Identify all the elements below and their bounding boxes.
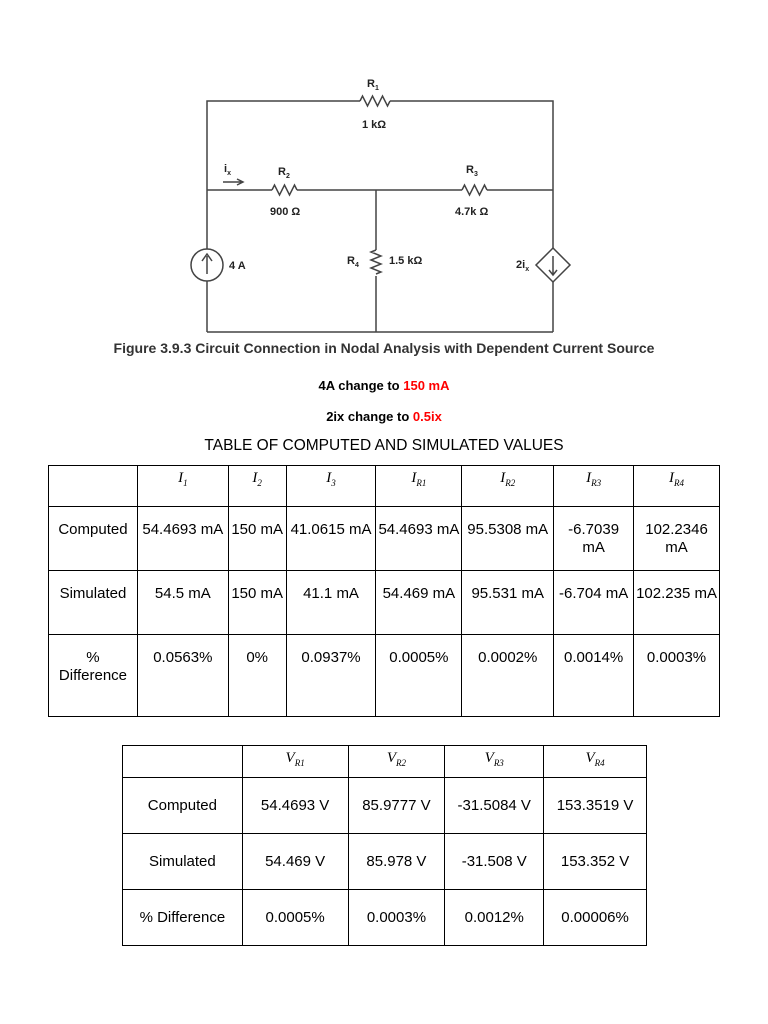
table-header-row <box>123 746 647 778</box>
table-row <box>49 507 720 571</box>
change-value: 0.5ix <box>412 409 442 424</box>
table-cell: 54.5 mA <box>137 571 228 635</box>
table-cell: 0.0014% <box>554 635 634 717</box>
header-symbol: I <box>411 470 417 486</box>
r4-value: 1.5 kΩ <box>389 255 423 267</box>
table-cell: -6.7039 mA <box>554 507 634 571</box>
column-header <box>634 466 720 507</box>
header-subscript: R1 <box>294 758 305 768</box>
ix-label: $i_x$ <box>224 163 231 177</box>
header-symbol: I <box>252 470 258 486</box>
header-symbol: I <box>669 470 675 486</box>
table-cell: 54.4693 V <box>242 778 348 834</box>
table-row <box>123 834 647 890</box>
dep-source-label: $2i_x$ <box>516 259 530 273</box>
table-row <box>49 635 720 717</box>
change-line-dependent <box>0 409 768 424</box>
table-cell: 0.0005% <box>376 635 462 717</box>
voltage-values-table <box>122 745 647 946</box>
header-corner <box>49 466 138 507</box>
table-row <box>123 778 647 834</box>
table-cell: 54.469 mA <box>376 571 462 635</box>
row-label: Simulated <box>49 571 138 635</box>
source-label: 4 A <box>229 260 246 272</box>
change-line-source <box>0 378 768 393</box>
table-cell: 0.00006% <box>544 890 647 946</box>
change-prefix: 4A change to <box>318 378 404 393</box>
table-cell: 95.5308 mA <box>462 507 554 571</box>
r3-value: 4.7k Ω <box>455 206 489 218</box>
header-symbol: V <box>585 750 595 766</box>
row-label: % Difference <box>49 635 138 717</box>
table-cell: 153.3519 V <box>544 778 647 834</box>
header-symbol: I <box>326 470 332 486</box>
r1-label: $R_1$ <box>367 78 379 92</box>
column-header <box>554 466 634 507</box>
r2-label: $R_2$ <box>278 166 290 180</box>
row-label: Computed <box>49 507 138 571</box>
row-label: Computed <box>123 778 243 834</box>
table-cell: 85.978 V <box>348 834 445 890</box>
table-cell: 0.0563% <box>137 635 228 717</box>
current-values-table <box>48 465 720 717</box>
header-subscript: 1 <box>183 478 188 488</box>
ix-arrow-icon <box>223 179 243 185</box>
table-cell: 41.0615 mA <box>286 507 376 571</box>
table-cell: 0.0937% <box>286 635 376 717</box>
header-symbol: I <box>500 470 506 486</box>
column-header <box>544 746 647 778</box>
wire-top-right <box>390 101 553 190</box>
table-cell: 0.0012% <box>445 890 544 946</box>
table-cell: 0.0003% <box>634 635 720 717</box>
column-header <box>137 466 228 507</box>
r1-value: 1 kΩ <box>362 119 387 131</box>
table-cell: 0% <box>228 635 286 717</box>
table-cell: 54.4693 mA <box>137 507 228 571</box>
table-cell: 153.352 V <box>544 834 647 890</box>
header-symbol: V <box>484 750 494 766</box>
column-header <box>348 746 445 778</box>
row-label: % Difference <box>123 890 243 946</box>
table-row <box>123 890 647 946</box>
header-subscript: R1 <box>416 478 427 488</box>
circuit-diagram <box>0 0 768 340</box>
table-header-row <box>49 466 720 507</box>
source-arrow-icon <box>202 254 212 274</box>
header-symbol: V <box>386 750 396 766</box>
table-title: TABLE OF COMPUTED AND SIMULATED VALUES <box>204 437 564 454</box>
resistor-r2 <box>272 185 297 195</box>
column-header <box>242 746 348 778</box>
r4-label: $R_4$ <box>347 255 359 269</box>
table-cell: -31.5084 V <box>445 778 544 834</box>
column-header <box>376 466 462 507</box>
column-header <box>286 466 376 507</box>
table-cell: 95.531 mA <box>462 571 554 635</box>
resistor-r3 <box>462 185 487 195</box>
r3-label: $R_3$ <box>466 164 478 178</box>
table-cell: 0.0003% <box>348 890 445 946</box>
header-symbol: V <box>285 750 295 766</box>
header-symbol: I <box>586 470 592 486</box>
change-prefix: 2ix change to <box>326 409 413 424</box>
figure-caption: Figure 3.9.3 Circuit Connection in Nodal Analysis with Dependent Current Source <box>113 340 655 356</box>
header-subscript: R4 <box>674 478 685 488</box>
header-subscript: 3 <box>331 478 336 488</box>
table-cell: 150 mA <box>228 507 286 571</box>
change-value: 150 mA <box>403 378 450 393</box>
header-corner <box>123 746 243 778</box>
header-subscript: R3 <box>493 758 504 768</box>
resistor-r4 <box>371 250 381 274</box>
table-cell: 0.0005% <box>242 890 348 946</box>
dependent-arrow-icon <box>549 256 557 275</box>
header-symbol: I <box>178 470 184 486</box>
r2-value: 900 Ω <box>270 206 301 218</box>
table-cell: -6.704 mA <box>554 571 634 635</box>
column-header <box>445 746 544 778</box>
header-subscript: R4 <box>594 758 605 768</box>
table-cell: 41.1 mA <box>286 571 376 635</box>
table-cell: 85.9777 V <box>348 778 445 834</box>
table-cell: 102.235 mA <box>634 571 720 635</box>
column-header <box>228 466 286 507</box>
table-cell: 0.0002% <box>462 635 554 717</box>
table-cell: 54.469 V <box>242 834 348 890</box>
table-cell: 54.4693 mA <box>376 507 462 571</box>
header-subscript: R3 <box>591 478 602 488</box>
row-label: Simulated <box>123 834 243 890</box>
resistor-r1 <box>360 96 390 106</box>
table-cell: -31.508 V <box>445 834 544 890</box>
table-row <box>49 571 720 635</box>
table-cell: 102.2346 mA <box>634 507 720 571</box>
column-header <box>462 466 554 507</box>
header-subscript: R2 <box>396 758 406 768</box>
table-cell: 150 mA <box>228 571 286 635</box>
header-subscript: R2 <box>505 478 516 488</box>
header-subscript: 2 <box>257 478 262 488</box>
